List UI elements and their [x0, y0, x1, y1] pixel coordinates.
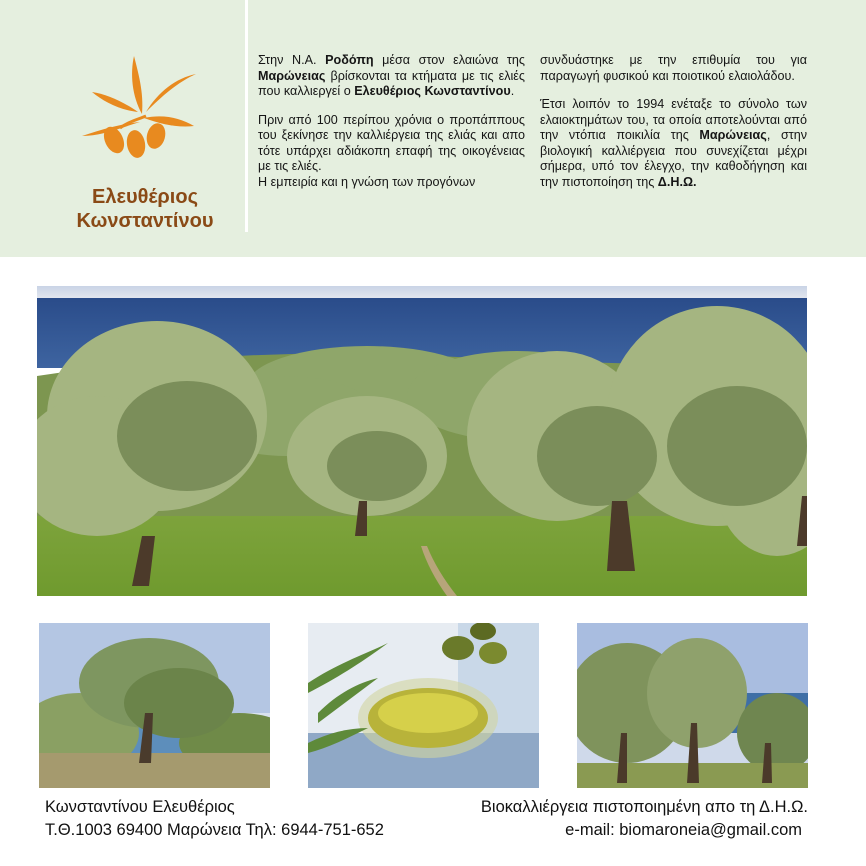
- intro-paragraph-4: συνδυάστηκε με την επιθυμία του για παραγωγή φυσικού και ποιοτικού ελαιολάδου.: [540, 53, 807, 83]
- brand-line-2: Κωνσταντίνου: [76, 210, 214, 232]
- photo-olive-tree-coast: [39, 623, 270, 788]
- olive-branch-icon: [80, 52, 200, 172]
- intro-column-2: [540, 53, 807, 203]
- text-run: Έτσι λοιπόν το 1994 ενέταξε το σύνολο των ελαιοκτημάτων του, τα οποία αποτελούνται από την ντόπια ποικιλία της: [540, 97, 807, 142]
- text-run: μέσα στον ελαιώνα της: [373, 53, 525, 67]
- intro-paragraph-1: [258, 53, 525, 100]
- brand-line-1: Ελευθέριος: [92, 186, 198, 208]
- footer-email[interactable]: e-mail: biomaroneia@gmail.com: [565, 821, 802, 839]
- intro-paragraph-2: Πριν από 100 περίπου χρόνια ο προπάππους του ξεκίνησε την καλλιέργεια της ελιάς και απο τότε υπάρχει αδιάκοπη επαφή της οικογένειας με τις ελιές.: [258, 112, 525, 173]
- intro-paragraph-5: [540, 97, 807, 190]
- intro-column-1: [258, 53, 525, 190]
- hero-olive-grove-photo: [37, 286, 807, 596]
- intro-paragraph-3: Η εμπειρία και η γνώση των προγόνων: [258, 174, 476, 189]
- text-run: , στην βιολογική καλλιέργεια που συνεχίζεται μέχρι σήμερα, υπό τον έλεγχο, την καθοδήγηση και την πιστοποίηση της: [540, 128, 807, 189]
- text-run-bold: Ροδόπη: [325, 53, 374, 67]
- text-run-bold: Μαρώνειας: [699, 128, 767, 142]
- text-run-bold: Ελευθέριος Κωνσταντίνου: [354, 84, 511, 98]
- footer-name: Κωνσταντίνου Ελευθέριος: [45, 798, 235, 816]
- text-run-bold: Μαρώνειας: [258, 68, 326, 83]
- footer-address: Τ.Θ.1003 69400 Μαρώνεια Τηλ: 6944-751-652: [45, 821, 384, 839]
- brand-name: [45, 185, 245, 233]
- text-run: Στην Ν.Α.: [258, 53, 326, 67]
- text-run: .: [510, 84, 515, 98]
- text-run-bold: Δ.Η.Ω.: [657, 174, 697, 189]
- photo-olive-grove-sea: [577, 623, 808, 788]
- header-divider: [245, 0, 248, 232]
- photo-olive-oil-bowl: [308, 623, 539, 788]
- text-run: βρίσκονται τα κτήματα με τις ελιές που καλλιεργεί ο: [258, 68, 525, 98]
- footer-certification: Βιοκαλλιέργεια πιστοποιημένη απο τη Δ.Η.Ω.: [480, 798, 808, 816]
